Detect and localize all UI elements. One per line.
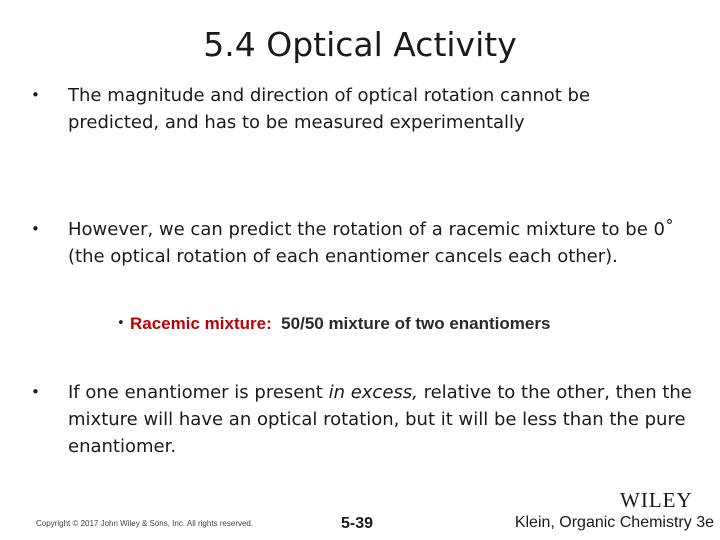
bullet-3-text-start: If one enantiomer is present (68, 382, 329, 403)
bullet-2: However, we can predict the rotation of a racemic mixture to be 0˚ (the optical rotation of each enantiomer cancels each other). (68, 219, 674, 267)
slide-title: 5.4 Optical Activity (203, 25, 517, 64)
slide-number: 5-39 (341, 515, 374, 532)
bullet-marker: • (31, 86, 40, 104)
textbook-credit: Klein, Organic Chemistry 3e (514, 514, 714, 531)
sub-bullet-marker: • (117, 316, 125, 331)
bullet-3-text-end: relative to the other, then the mixture will have an optical rotation, but it will be less than the pure enantiomer. (68, 382, 698, 457)
racemic-mixture-text: 50/50 mixture of two enantiomers (271, 314, 551, 333)
racemic-mixture-definition (130, 310, 550, 337)
bullet-marker: • (31, 383, 40, 401)
copyright-notice: Copyright © 2017 John Wiley & Sons, Inc. All rights reserved. (36, 519, 254, 528)
bullet-marker: • (31, 220, 40, 238)
racemic-mixture-term: Racemic mixture: (130, 314, 272, 333)
bullet-3-emphasis: in excess, (328, 382, 418, 403)
wiley-logo: WILEY (620, 488, 693, 512)
bullet-1: The magnitude and direction of optical rotation cannot be predicted, and has to be measured experimentally (68, 85, 591, 133)
bullet-3 (68, 379, 708, 460)
